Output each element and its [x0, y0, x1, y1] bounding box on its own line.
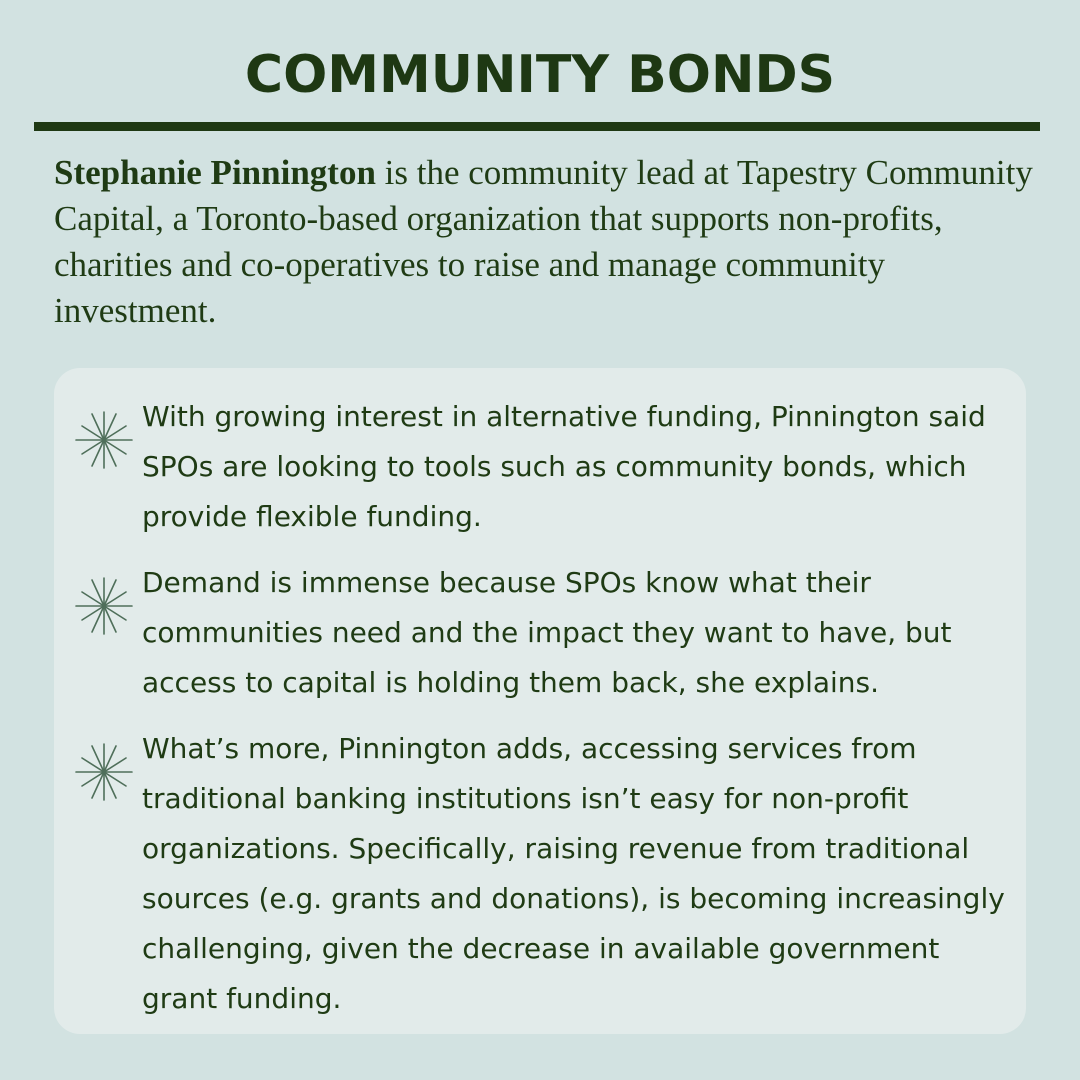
bullet-text: With growing interest in alternative funding, Pinnington said SPOs are looking to tools such as community bonds, which provide flexible funding. — [142, 400, 986, 533]
bullet-panel — [54, 368, 1026, 1034]
intro-paragraph — [54, 150, 1034, 334]
title-divider — [34, 122, 1040, 131]
bullet-text: What’s more, Pinnington adds, accessing services from traditional banking institutions isn’t easy for non-profit organizations. Specifically, raising revenue from traditional sources (e.g. grants and donations), is becoming increasingly challenging, given the decrease in available government grant funding. — [142, 732, 1005, 1015]
page-title: COMMUNITY BONDS — [244, 45, 836, 105]
asterisk-star-icon — [70, 738, 138, 806]
intro-name: Stephanie Pinnington — [54, 153, 376, 192]
asterisk-star-icon — [70, 406, 138, 474]
asterisk-star-icon — [70, 572, 138, 640]
intro-text: is the community lead at Tapestry Community Capital, a Toronto-based organization that supports non-profits, charities and co-operatives to raise and manage community investment. — [54, 153, 1033, 330]
bullet-text: Demand is immense because SPOs know what their communities need and the impact they want to have, but access to capital is holding them back, she explains. — [142, 566, 952, 699]
